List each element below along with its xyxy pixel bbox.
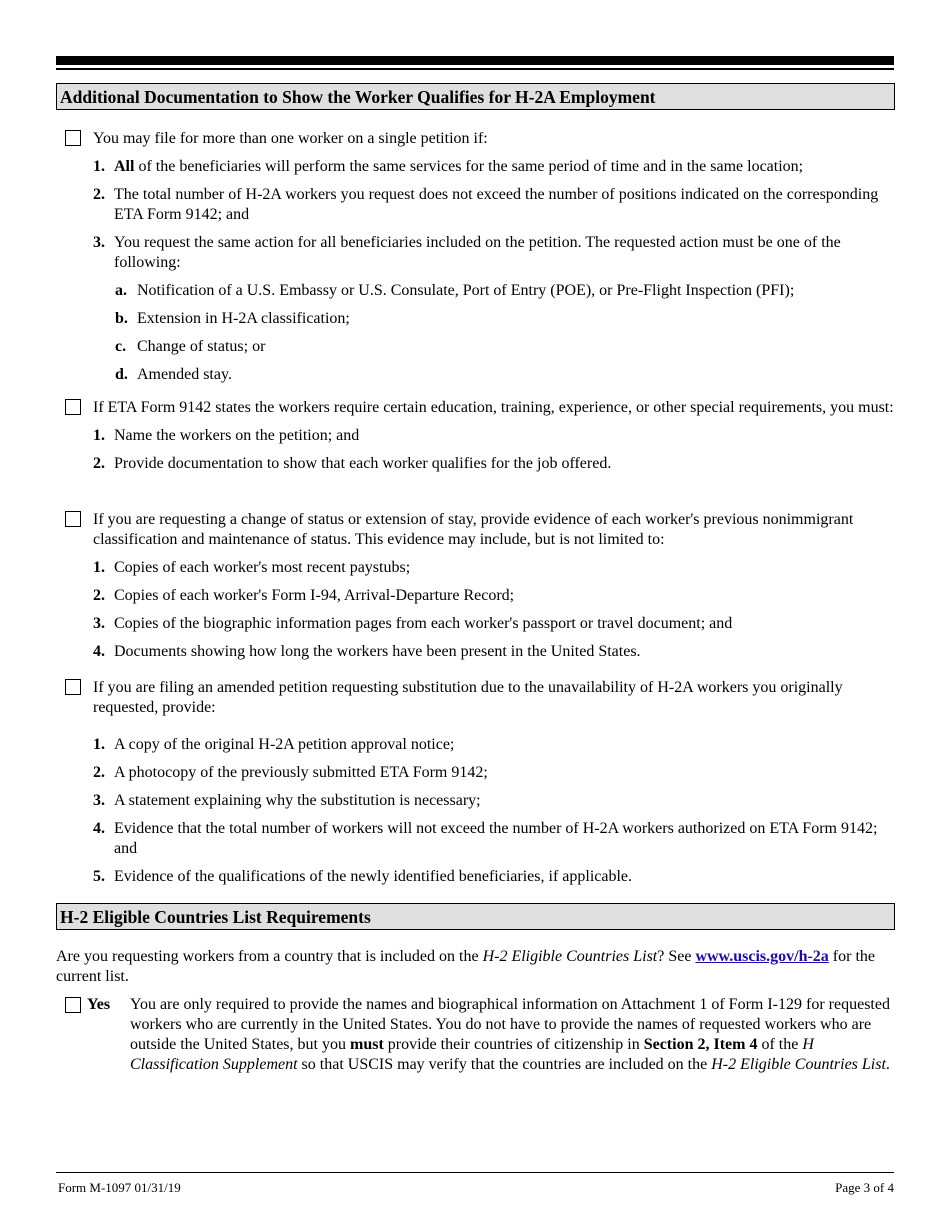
item-text: Copies of each worker's Form I-94, Arrival-Departure Record; bbox=[114, 587, 515, 604]
question-text: ? See bbox=[657, 948, 696, 965]
section-header-additional-documentation: Additional Documentation to Show the Worker Qualifies for H-2A Employment bbox=[56, 83, 895, 110]
sub-item-letter: a. bbox=[115, 282, 127, 299]
sub-list-item bbox=[56, 309, 896, 329]
list-item bbox=[56, 614, 896, 634]
footer-rule bbox=[56, 1172, 894, 1173]
item-number: 3. bbox=[93, 615, 105, 632]
item-number: 3. bbox=[93, 792, 105, 809]
footer-page-number: Page 3 of 4 bbox=[835, 1180, 894, 1195]
sub-item-text: Change of status; or bbox=[137, 338, 266, 355]
item-text: A copy of the original H-2A petition approval notice; bbox=[114, 736, 455, 753]
list-item bbox=[56, 642, 896, 662]
sub-item-text: Amended stay. bbox=[137, 366, 232, 383]
yes-label: Yes bbox=[87, 996, 111, 1013]
item-text: Evidence of the qualifications of the newly identified beneficiaries, if applicable. bbox=[114, 868, 633, 885]
question-text: Are you requesting workers from a country that is included on the bbox=[56, 948, 483, 965]
sub-item-text: Notification of a U.S. Embassy or U.S. Consulate, Port of Entry (POE), or Pre-Flight Inspection (PFI); bbox=[137, 282, 795, 299]
item-number: 4. bbox=[93, 643, 105, 660]
item-number: 1. bbox=[93, 427, 105, 444]
group-intro: If you are filing an amended petition requesting substitution due to the unavailability of H-2A workers you originally requested, provide: bbox=[93, 679, 843, 716]
sub-list-item bbox=[56, 365, 896, 385]
yes-text: You are only required to provide the names and biographical information on Attachment 1 of Form I-129 for requested workers who are currently in the United States. You do not have to provide the names of requested workers who are outside the United States, but you bbox=[130, 996, 890, 1053]
list-item bbox=[56, 426, 896, 446]
checkbox-row bbox=[56, 510, 896, 550]
yes-italic-text: H Classification Supplement bbox=[130, 1036, 814, 1073]
list-item bbox=[56, 867, 896, 887]
list-item bbox=[56, 819, 896, 859]
sub-item-letter: c. bbox=[115, 338, 127, 355]
yes-italic-text: H-2 Eligible Countries List bbox=[711, 1056, 886, 1073]
list-item bbox=[56, 791, 896, 811]
sub-item-letter: d. bbox=[115, 366, 128, 383]
checkbox-row bbox=[56, 129, 896, 149]
yes-bold-text: Section 2, Item 4 bbox=[643, 1036, 758, 1053]
sub-list-item bbox=[56, 281, 896, 301]
item-text: Name the workers on the petition; and bbox=[114, 427, 360, 444]
checkbox-special-requirements[interactable] bbox=[65, 399, 81, 415]
uscis-h2a-link[interactable]: www.uscis.gov/h-2a bbox=[695, 948, 829, 965]
list-item bbox=[56, 735, 896, 755]
group-intro: You may file for more than one worker on a single petition if: bbox=[93, 130, 488, 147]
item-text: Copies of the biographic information pages from each worker's passport or travel document; and bbox=[114, 615, 733, 632]
sub-item-letter: b. bbox=[115, 310, 128, 327]
checkbox-multiple-workers[interactable] bbox=[65, 130, 81, 146]
eligible-countries-yes-option bbox=[56, 995, 896, 1075]
group-change-of-status bbox=[56, 510, 896, 662]
item-number: 1. bbox=[93, 559, 105, 576]
yes-bold-text: must bbox=[349, 1036, 384, 1053]
item-number: 1. bbox=[93, 158, 105, 175]
item-number: 3. bbox=[93, 234, 105, 251]
item-text: Copies of each worker's most recent paystubs; bbox=[114, 559, 411, 576]
group-multiple-workers bbox=[56, 129, 896, 385]
item-number: 2. bbox=[93, 587, 105, 604]
item-text: A statement explaining why the substitution is necessary; bbox=[114, 792, 481, 809]
top-rule-thick bbox=[56, 56, 894, 65]
top-rule-thin bbox=[56, 68, 894, 70]
list-item bbox=[56, 586, 896, 606]
group-special-requirements bbox=[56, 398, 896, 474]
checkbox-row bbox=[56, 678, 896, 718]
checkbox-row bbox=[56, 398, 896, 418]
yes-text: provide their countries of citizenship in bbox=[383, 1036, 644, 1053]
sub-item-text: Extension in H-2A classification; bbox=[137, 310, 350, 327]
question-text: for the current list. bbox=[56, 948, 875, 985]
item-bold-text: All bbox=[114, 158, 135, 175]
item-number: 1. bbox=[93, 736, 105, 753]
checkbox-amended-petition[interactable] bbox=[65, 679, 81, 695]
item-text: Provide documentation to show that each worker qualifies for the job offered. bbox=[114, 455, 612, 472]
group-intro: If ETA Form 9142 states the workers require certain education, training, experience, or other special requirements, you must: bbox=[93, 399, 894, 416]
footer-form-id: Form M-1097 01/31/19 bbox=[58, 1180, 181, 1195]
item-text: You request the same action for all beneficiaries included on the petition. The requested action must be one of the following: bbox=[114, 234, 841, 271]
item-text: of the beneficiaries will perform the same services for the same period of time and in the same location; bbox=[134, 158, 804, 175]
list-item bbox=[56, 454, 896, 474]
list-item bbox=[56, 558, 896, 578]
list-item bbox=[56, 233, 896, 273]
sub-list-item bbox=[56, 337, 896, 357]
item-text: A photocopy of the previously submitted ETA Form 9142; bbox=[114, 764, 488, 781]
list-item bbox=[56, 185, 896, 225]
eligible-countries-question bbox=[56, 947, 896, 987]
yes-row bbox=[56, 995, 896, 1075]
list-item bbox=[56, 157, 896, 177]
yes-text: of the bbox=[757, 1036, 803, 1053]
question-italic-text: H-2 Eligible Countries List bbox=[482, 948, 658, 965]
yes-text: so that USCIS may verify that the countries are included on the bbox=[297, 1056, 712, 1073]
list-item bbox=[56, 763, 896, 783]
checkbox-yes[interactable] bbox=[65, 997, 81, 1013]
group-amended-petition bbox=[56, 678, 896, 887]
section-header-eligible-countries: H-2 Eligible Countries List Requirements bbox=[56, 903, 895, 930]
item-text: The total number of H-2A workers you request does not exceed the number of positions indicated on the corresponding ETA Form 9142; and bbox=[114, 186, 879, 223]
item-number: 4. bbox=[93, 820, 105, 837]
group-intro: If you are requesting a change of status or extension of stay, provide evidence of each worker's previous nonimmigrant classification and maintenance of status. This evidence may include, but is not limited to: bbox=[93, 511, 854, 548]
item-number: 2. bbox=[93, 764, 105, 781]
item-number: 2. bbox=[93, 455, 105, 472]
item-text: Evidence that the total number of workers will not exceed the number of H-2A workers authorized on ETA Form 9142; and bbox=[114, 820, 878, 857]
yes-text: . bbox=[885, 1056, 890, 1073]
item-number: 5. bbox=[93, 868, 105, 885]
item-text: Documents showing how long the workers have been present in the United States. bbox=[114, 643, 641, 660]
item-number: 2. bbox=[93, 186, 105, 203]
checkbox-change-of-status[interactable] bbox=[65, 511, 81, 527]
